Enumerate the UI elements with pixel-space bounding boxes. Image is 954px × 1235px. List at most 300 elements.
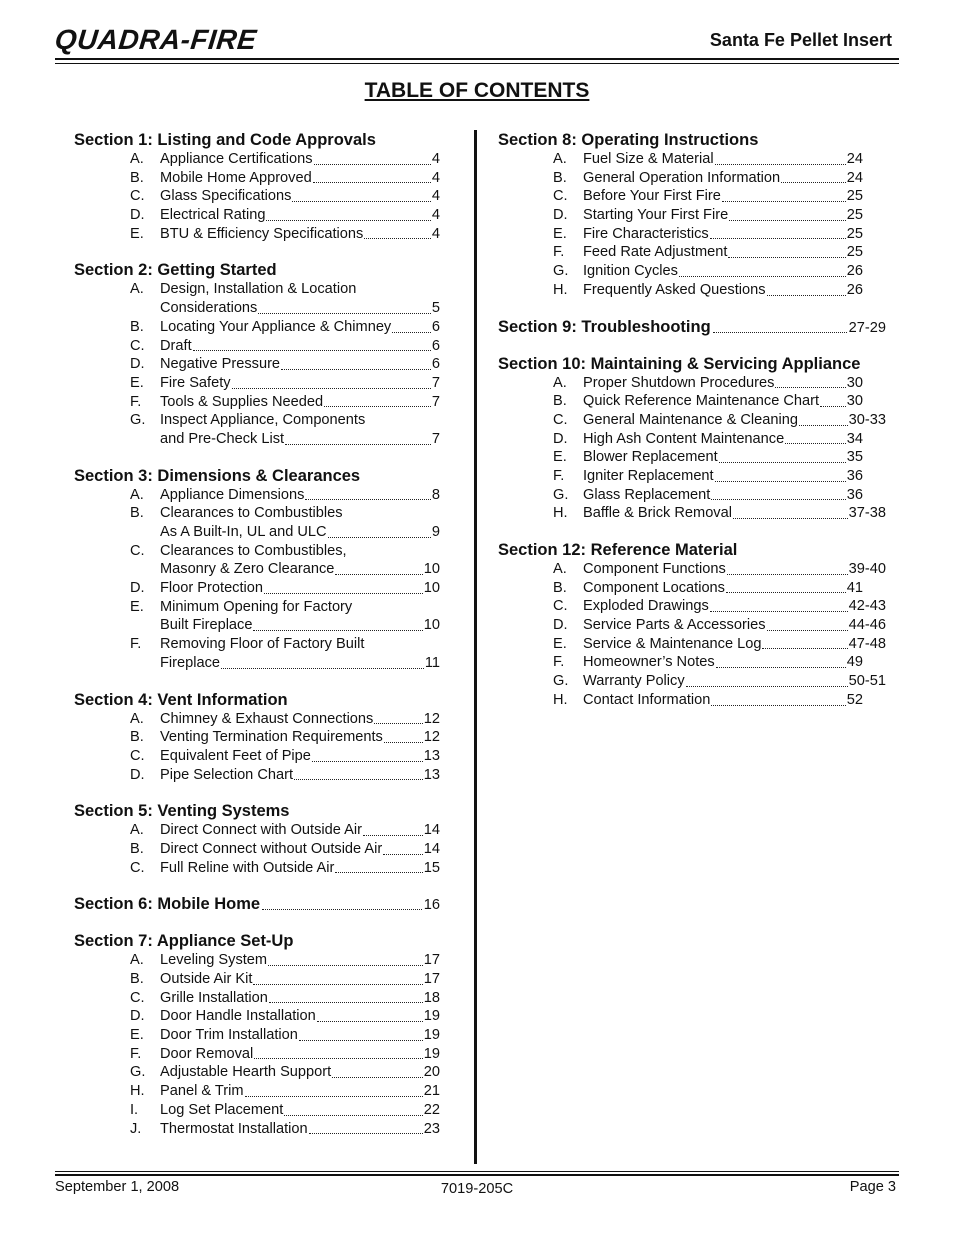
toc-entry[interactable] xyxy=(74,635,440,654)
entry-letter: C. xyxy=(553,411,568,428)
toc-entry-continuation[interactable] xyxy=(74,560,440,579)
leader-dots xyxy=(710,238,846,239)
entry-letter: F. xyxy=(553,467,565,484)
entry-page-number: 5 xyxy=(431,300,440,317)
leader-dots xyxy=(686,686,848,687)
leader-dots xyxy=(232,388,431,389)
toc-entry[interactable] xyxy=(74,859,440,878)
entry-page-number: 4 xyxy=(431,225,440,242)
toc-entry[interactable] xyxy=(74,150,440,169)
entry-title: Equivalent Feet of Pipe xyxy=(160,747,311,764)
toc-entry[interactable] xyxy=(498,206,863,225)
toc-entry[interactable] xyxy=(74,840,440,859)
leader-dots xyxy=(269,1002,423,1003)
leader-dots xyxy=(268,965,423,966)
entry-page-number: 6 xyxy=(431,356,440,373)
entry-page-number: 10 xyxy=(423,561,440,578)
leader-dots xyxy=(710,611,848,612)
entry-title: Service Parts & Accessories xyxy=(583,617,766,634)
entry-title: Clearances to Combustibles xyxy=(160,505,343,522)
entry-title: High Ash Content Maintenance xyxy=(583,430,785,447)
toc-entry[interactable] xyxy=(74,1007,440,1026)
leader-dots xyxy=(258,313,431,314)
entry-page-number: 15 xyxy=(423,859,440,876)
entry-title: Mobile Home Approved xyxy=(160,169,312,186)
entry-letter: A. xyxy=(553,561,567,577)
toc-entry[interactable] xyxy=(74,169,440,188)
entry-page-number: 17 xyxy=(423,971,440,987)
toc-entry[interactable] xyxy=(498,467,863,486)
entry-letter: D. xyxy=(553,430,568,447)
entry-page-number: 4 xyxy=(431,207,440,224)
leader-dots xyxy=(266,220,430,221)
entry-page-number: 13 xyxy=(423,747,440,764)
toc-entry[interactable] xyxy=(74,374,440,393)
entry-title: Negative Pressure xyxy=(160,356,281,373)
toc-entry[interactable] xyxy=(498,281,863,300)
section-title xyxy=(74,895,440,914)
section-title: Section 5: Venting Systems xyxy=(74,802,290,821)
entry-letter: D. xyxy=(130,580,145,597)
entry-title: Adjustable Hearth Support xyxy=(160,1064,332,1081)
section-title: Section 12: Reference Material xyxy=(498,541,738,559)
section-title: Section 3: Dimensions & Clearances xyxy=(74,466,361,485)
section-title-text: Section 6: Mobile Home xyxy=(74,895,261,914)
leader-dots xyxy=(726,592,846,593)
entry-page-number: 20 xyxy=(423,1064,440,1081)
entry-letter: H. xyxy=(130,1083,145,1100)
entry-page-number: 49 xyxy=(846,654,863,671)
leader-dots xyxy=(253,630,422,631)
toc-entry[interactable] xyxy=(74,1026,440,1045)
product-name: Santa Fe Pellet Insert xyxy=(709,30,892,50)
entry-page-number: 19 xyxy=(423,1008,440,1025)
toc-entry[interactable] xyxy=(498,150,863,169)
entry-letter: A. xyxy=(130,151,144,167)
entry-title: Starting Your First Fire xyxy=(583,207,729,224)
toc-entry[interactable] xyxy=(74,318,440,337)
entry-page-number: 25 xyxy=(846,225,863,242)
entry-page-number: 39-40 xyxy=(848,561,886,577)
toc-entry[interactable] xyxy=(498,187,863,206)
entry-page-number: 11 xyxy=(424,654,440,671)
leader-dots xyxy=(363,835,423,836)
entry-title: Exploded Drawings xyxy=(583,598,709,615)
toc-entry[interactable] xyxy=(498,635,886,654)
entry-letter: D. xyxy=(130,356,145,373)
toc-section xyxy=(74,131,440,243)
toc-entry[interactable] xyxy=(498,579,863,598)
toc-entry[interactable] xyxy=(74,1082,440,1101)
entry-title: Homeowner’s Notes xyxy=(583,654,715,671)
brand-logo: QUADRA-FIRE xyxy=(53,24,259,55)
entry-title: Fire Characteristics xyxy=(583,225,709,242)
entry-letter: C. xyxy=(130,188,145,205)
toc-section xyxy=(74,802,440,877)
entry-page-number: 44-46 xyxy=(848,617,886,634)
entry-page-number: 30 xyxy=(846,393,863,410)
entry-letter: C. xyxy=(130,859,145,876)
toc-entry[interactable] xyxy=(74,989,440,1008)
toc-entry[interactable] xyxy=(74,1120,440,1139)
entry-page-number: 10 xyxy=(423,580,440,597)
entry-title: Outside Air Kit xyxy=(160,971,253,987)
toc-entry-continuation[interactable] xyxy=(74,430,440,449)
entry-title: Log Set Placement xyxy=(160,1101,284,1118)
entry-letter: F. xyxy=(130,1045,142,1062)
toc-section xyxy=(498,318,886,337)
entry-letter: H. xyxy=(553,691,568,708)
entry-letter: A. xyxy=(553,151,567,167)
entry-page-number: 25 xyxy=(846,244,863,261)
footer-rule-thin xyxy=(55,1171,899,1172)
toc-entry[interactable] xyxy=(498,225,863,244)
section-page-number: 16 xyxy=(423,897,440,914)
section-title: Section 8: Operating Instructions xyxy=(498,131,759,149)
leader-dots xyxy=(309,1133,423,1134)
entry-letter: A. xyxy=(130,710,144,727)
toc-entry[interactable] xyxy=(74,970,440,989)
entry-letter: B. xyxy=(130,505,144,522)
entry-letter: C. xyxy=(130,989,145,1006)
toc-entry-continuation[interactable] xyxy=(74,616,440,635)
toc-section xyxy=(74,895,440,914)
toc-section xyxy=(74,691,440,785)
toc-entry[interactable] xyxy=(498,411,886,430)
entry-page-number: 36 xyxy=(846,467,863,484)
entry-page-number: 12 xyxy=(423,729,440,746)
toc-entry[interactable] xyxy=(498,430,863,449)
footer-date: September 1, 2008 xyxy=(55,1179,180,1195)
entry-title: Locating Your Appliance & Chimney xyxy=(160,318,392,335)
entry-letter: A. xyxy=(130,486,144,503)
entry-title: Door Trim Installation xyxy=(160,1027,298,1044)
leader-dots xyxy=(284,1115,422,1116)
header-rule xyxy=(55,58,899,60)
leader-dots xyxy=(317,1021,423,1022)
entry-letter: H. xyxy=(553,281,568,298)
toc-entry[interactable] xyxy=(498,243,863,262)
entry-letter: B. xyxy=(130,971,144,987)
entry-letter: C. xyxy=(553,598,568,615)
entry-title: Clearances to Combustibles, xyxy=(160,542,347,559)
entry-letter: B. xyxy=(553,169,567,186)
entry-title-continued: Considerations xyxy=(160,300,258,317)
entry-page-number: 8 xyxy=(431,486,440,503)
leader-dots xyxy=(392,332,431,333)
toc-entry-continuation[interactable] xyxy=(74,299,440,318)
toc-section xyxy=(74,932,440,1138)
entry-page-number: 14 xyxy=(423,822,440,839)
toc-entry[interactable] xyxy=(74,542,440,561)
entry-letter: D. xyxy=(553,617,568,634)
entry-page-number: 10 xyxy=(423,617,440,634)
entry-page-number: 23 xyxy=(423,1120,440,1137)
entry-page-number: 4 xyxy=(431,151,440,167)
leader-dots xyxy=(719,462,846,463)
leader-dots xyxy=(281,369,431,370)
entry-page-number: 19 xyxy=(423,1045,440,1062)
toc-entry[interactable] xyxy=(498,691,863,710)
entry-title: Proper Shutdown Procedures xyxy=(583,374,775,391)
entry-page-number: 21 xyxy=(423,1083,440,1100)
entry-letter: E. xyxy=(553,225,567,242)
toc-section xyxy=(74,261,440,448)
leader-dots xyxy=(679,276,846,277)
leader-dots xyxy=(781,182,846,183)
entry-page-number: 4 xyxy=(431,188,440,205)
entry-letter: G. xyxy=(553,263,569,280)
toc-entry[interactable] xyxy=(74,821,440,840)
entry-title: Blower Replacement xyxy=(583,449,718,466)
section-page-number: 27-29 xyxy=(848,319,886,336)
leader-dots xyxy=(294,779,423,780)
toc-entry[interactable] xyxy=(498,169,863,188)
entry-letter: B. xyxy=(130,729,144,746)
toc-entry[interactable] xyxy=(498,486,863,505)
entry-title: Appliance Certifications xyxy=(160,151,313,167)
entry-page-number: 37-38 xyxy=(848,505,886,522)
entry-page-number: 30 xyxy=(846,374,863,391)
leader-dots xyxy=(716,667,846,668)
entry-letter: D. xyxy=(130,1008,145,1025)
leader-dots xyxy=(332,1077,423,1078)
toc-entry[interactable] xyxy=(74,1101,440,1120)
entry-page-number: 34 xyxy=(846,430,863,447)
entry-letter: E. xyxy=(130,225,144,242)
entry-letter: A. xyxy=(130,952,144,969)
entry-title: Direct Connect without Outside Air xyxy=(160,840,383,857)
toc-entry[interactable] xyxy=(498,653,863,672)
toc-entry[interactable] xyxy=(74,337,440,356)
entry-page-number: 26 xyxy=(846,281,863,298)
entry-page-number: 30-33 xyxy=(848,411,886,428)
entry-page-number: 35 xyxy=(846,449,863,466)
leader-dots xyxy=(292,201,430,202)
toc-entry[interactable] xyxy=(74,747,440,766)
entry-letter: E. xyxy=(553,635,567,652)
toc-entry[interactable] xyxy=(498,374,863,393)
toc-entry[interactable] xyxy=(74,206,440,225)
leader-dots xyxy=(384,742,423,743)
entry-page-number: 14 xyxy=(423,840,440,857)
entry-title: Venting Termination Requirements xyxy=(160,729,383,746)
entry-letter: C. xyxy=(553,188,568,205)
entry-page-number: 47-48 xyxy=(848,635,886,652)
entry-letter: C. xyxy=(130,337,145,354)
entry-letter: F. xyxy=(553,654,565,671)
leader-dots xyxy=(305,499,430,500)
entry-title: Quick Reference Maintenance Chart xyxy=(583,393,820,410)
leader-dots xyxy=(767,295,846,296)
entry-title: Inspect Appliance, Components xyxy=(160,412,366,429)
leader-dots xyxy=(364,238,431,239)
footer-page-number: Page 3 xyxy=(849,1179,896,1195)
toc-entry[interactable] xyxy=(74,187,440,206)
entry-page-number: 19 xyxy=(423,1027,440,1044)
entry-title: BTU & Efficiency Specifications xyxy=(160,225,364,242)
leader-dots xyxy=(245,1096,423,1097)
section-title: Section 4: Vent Information xyxy=(74,690,288,709)
entry-title: Door Removal xyxy=(160,1045,254,1062)
entry-letter: A. xyxy=(130,281,144,298)
entry-title: Design, Installation & Location xyxy=(160,281,357,298)
toc-entry[interactable] xyxy=(498,262,863,281)
entry-page-number: 26 xyxy=(846,263,863,280)
entry-letter: J. xyxy=(130,1120,142,1137)
toc-entry[interactable] xyxy=(498,392,863,411)
toc-entry[interactable] xyxy=(498,504,886,523)
entry-title-continued: Fireplace xyxy=(160,654,221,671)
entry-letter: D. xyxy=(130,207,145,224)
entry-title: Glass Specifications xyxy=(160,188,292,205)
entry-title: Igniter Replacement xyxy=(583,467,714,484)
leader-dots xyxy=(383,854,423,855)
leader-dots xyxy=(314,164,431,165)
toc-column-left xyxy=(74,131,440,1156)
toc-entry[interactable] xyxy=(498,560,886,579)
toc-entry[interactable] xyxy=(74,766,440,785)
toc-section xyxy=(498,355,886,524)
leader-dots xyxy=(713,332,847,333)
entry-page-number: 7 xyxy=(431,430,440,447)
entry-page-number: 25 xyxy=(846,188,863,205)
section-title: Section 10: Maintaining & Servicing Appliance xyxy=(498,354,861,373)
entry-letter: C. xyxy=(130,747,145,764)
entry-title-continued: Masonry & Zero Clearance xyxy=(160,561,335,578)
entry-letter: B. xyxy=(130,169,144,186)
entry-title: Removing Floor of Factory Built xyxy=(160,636,365,653)
entry-letter: I. xyxy=(130,1101,139,1118)
section-title-text: Section 9: Troubleshooting xyxy=(498,317,711,336)
leader-dots xyxy=(785,443,846,444)
toc-entry[interactable] xyxy=(498,616,886,635)
toc-entry[interactable] xyxy=(74,579,440,598)
leader-dots xyxy=(335,872,422,873)
leader-dots xyxy=(324,406,431,407)
leader-dots xyxy=(193,350,431,351)
leader-dots xyxy=(374,723,422,724)
toc-entry[interactable] xyxy=(74,598,440,617)
entry-letter: A. xyxy=(130,822,144,839)
leader-dots xyxy=(328,537,431,538)
entry-title: Door Handle Installation xyxy=(160,1008,316,1025)
leader-dots xyxy=(711,499,845,500)
entry-title: Grille Installation xyxy=(160,989,268,1006)
entry-title: Glass Replacement xyxy=(583,486,711,503)
entry-letter: D. xyxy=(130,766,145,783)
entry-letter: E. xyxy=(130,598,144,615)
entry-title: Feed Rate Adjustment xyxy=(583,244,728,261)
toc-entry[interactable] xyxy=(498,597,886,616)
toc-entry[interactable] xyxy=(74,355,440,374)
leader-dots xyxy=(727,574,848,575)
toc-entry[interactable] xyxy=(74,411,440,430)
section-title: Section 1: Listing and Code Approvals xyxy=(74,131,376,149)
entry-letter: F. xyxy=(553,244,565,261)
entry-title: Appliance Dimensions xyxy=(160,486,305,503)
toc-entry[interactable] xyxy=(74,280,440,299)
toc-entry[interactable] xyxy=(498,672,886,691)
toc-entry[interactable] xyxy=(74,1063,440,1082)
leader-dots xyxy=(820,406,846,407)
section-title xyxy=(498,318,886,337)
entry-page-number: 25 xyxy=(846,207,863,224)
toc-entry[interactable] xyxy=(74,1045,440,1064)
entry-letter: A. xyxy=(553,374,567,391)
toc-section xyxy=(74,467,440,673)
leader-dots xyxy=(285,444,431,445)
leader-dots xyxy=(253,984,422,985)
entry-title: Direct Connect with Outside Air xyxy=(160,822,362,839)
column-divider xyxy=(474,130,477,1164)
entry-page-number: 22 xyxy=(423,1101,440,1118)
leader-dots xyxy=(264,593,423,594)
toc-entry[interactable] xyxy=(498,448,863,467)
entry-title-continued: Built Fireplace xyxy=(160,617,253,634)
leader-dots xyxy=(767,630,848,631)
entry-page-number: 41 xyxy=(846,579,863,596)
header-rule-thin xyxy=(55,63,899,64)
toc-entry[interactable] xyxy=(74,710,440,729)
entry-title: Thermostat Installation xyxy=(160,1120,308,1137)
entry-letter: E. xyxy=(130,1027,144,1044)
toc-entry-continuation[interactable] xyxy=(74,654,440,673)
entry-title: Fire Safety xyxy=(160,374,231,391)
toc-column-right xyxy=(498,131,886,728)
entry-title: Service & Maintenance Log xyxy=(583,635,762,652)
toc-entry[interactable] xyxy=(74,504,440,523)
leader-dots xyxy=(262,909,422,910)
leader-dots xyxy=(799,425,848,426)
entry-page-number: 6 xyxy=(431,318,440,335)
leader-dots xyxy=(254,1058,422,1059)
toc-entry[interactable] xyxy=(74,393,440,412)
leader-dots xyxy=(299,1040,423,1041)
entry-letter: G. xyxy=(130,1064,146,1081)
entry-title: Baffle & Brick Removal xyxy=(583,505,732,522)
entry-title: General Operation Information xyxy=(583,169,781,186)
toc-entry-continuation[interactable] xyxy=(74,523,440,542)
leader-dots xyxy=(335,574,422,575)
entry-page-number: 24 xyxy=(846,169,863,186)
toc-entry[interactable] xyxy=(74,951,440,970)
entry-letter: G. xyxy=(553,486,569,503)
entry-title: Contact Information xyxy=(583,691,711,708)
entry-letter: D. xyxy=(553,207,568,224)
leader-dots xyxy=(221,668,424,669)
entry-page-number: 50-51 xyxy=(848,673,886,690)
entry-letter: H. xyxy=(553,505,568,522)
toc-entry[interactable] xyxy=(74,225,440,244)
entry-letter: C. xyxy=(130,542,145,559)
entry-letter: B. xyxy=(130,840,144,857)
entry-letter: E. xyxy=(130,374,144,391)
entry-title: Leveling System xyxy=(160,952,268,969)
toc-entry[interactable] xyxy=(74,728,440,747)
entry-title: Chimney & Exhaust Connections xyxy=(160,710,374,727)
entry-title-continued: As A Built-In, UL and ULC xyxy=(160,524,327,540)
toc-section xyxy=(498,131,886,300)
entry-page-number: 6 xyxy=(431,337,440,354)
leader-dots xyxy=(729,220,846,221)
entry-title: Electrical Rating xyxy=(160,207,266,224)
entry-letter: B. xyxy=(553,393,567,410)
toc-entry[interactable] xyxy=(74,486,440,505)
entry-title: Ignition Cycles xyxy=(583,263,678,280)
entry-page-number: 4 xyxy=(431,169,440,186)
entry-page-number: 36 xyxy=(846,486,863,503)
